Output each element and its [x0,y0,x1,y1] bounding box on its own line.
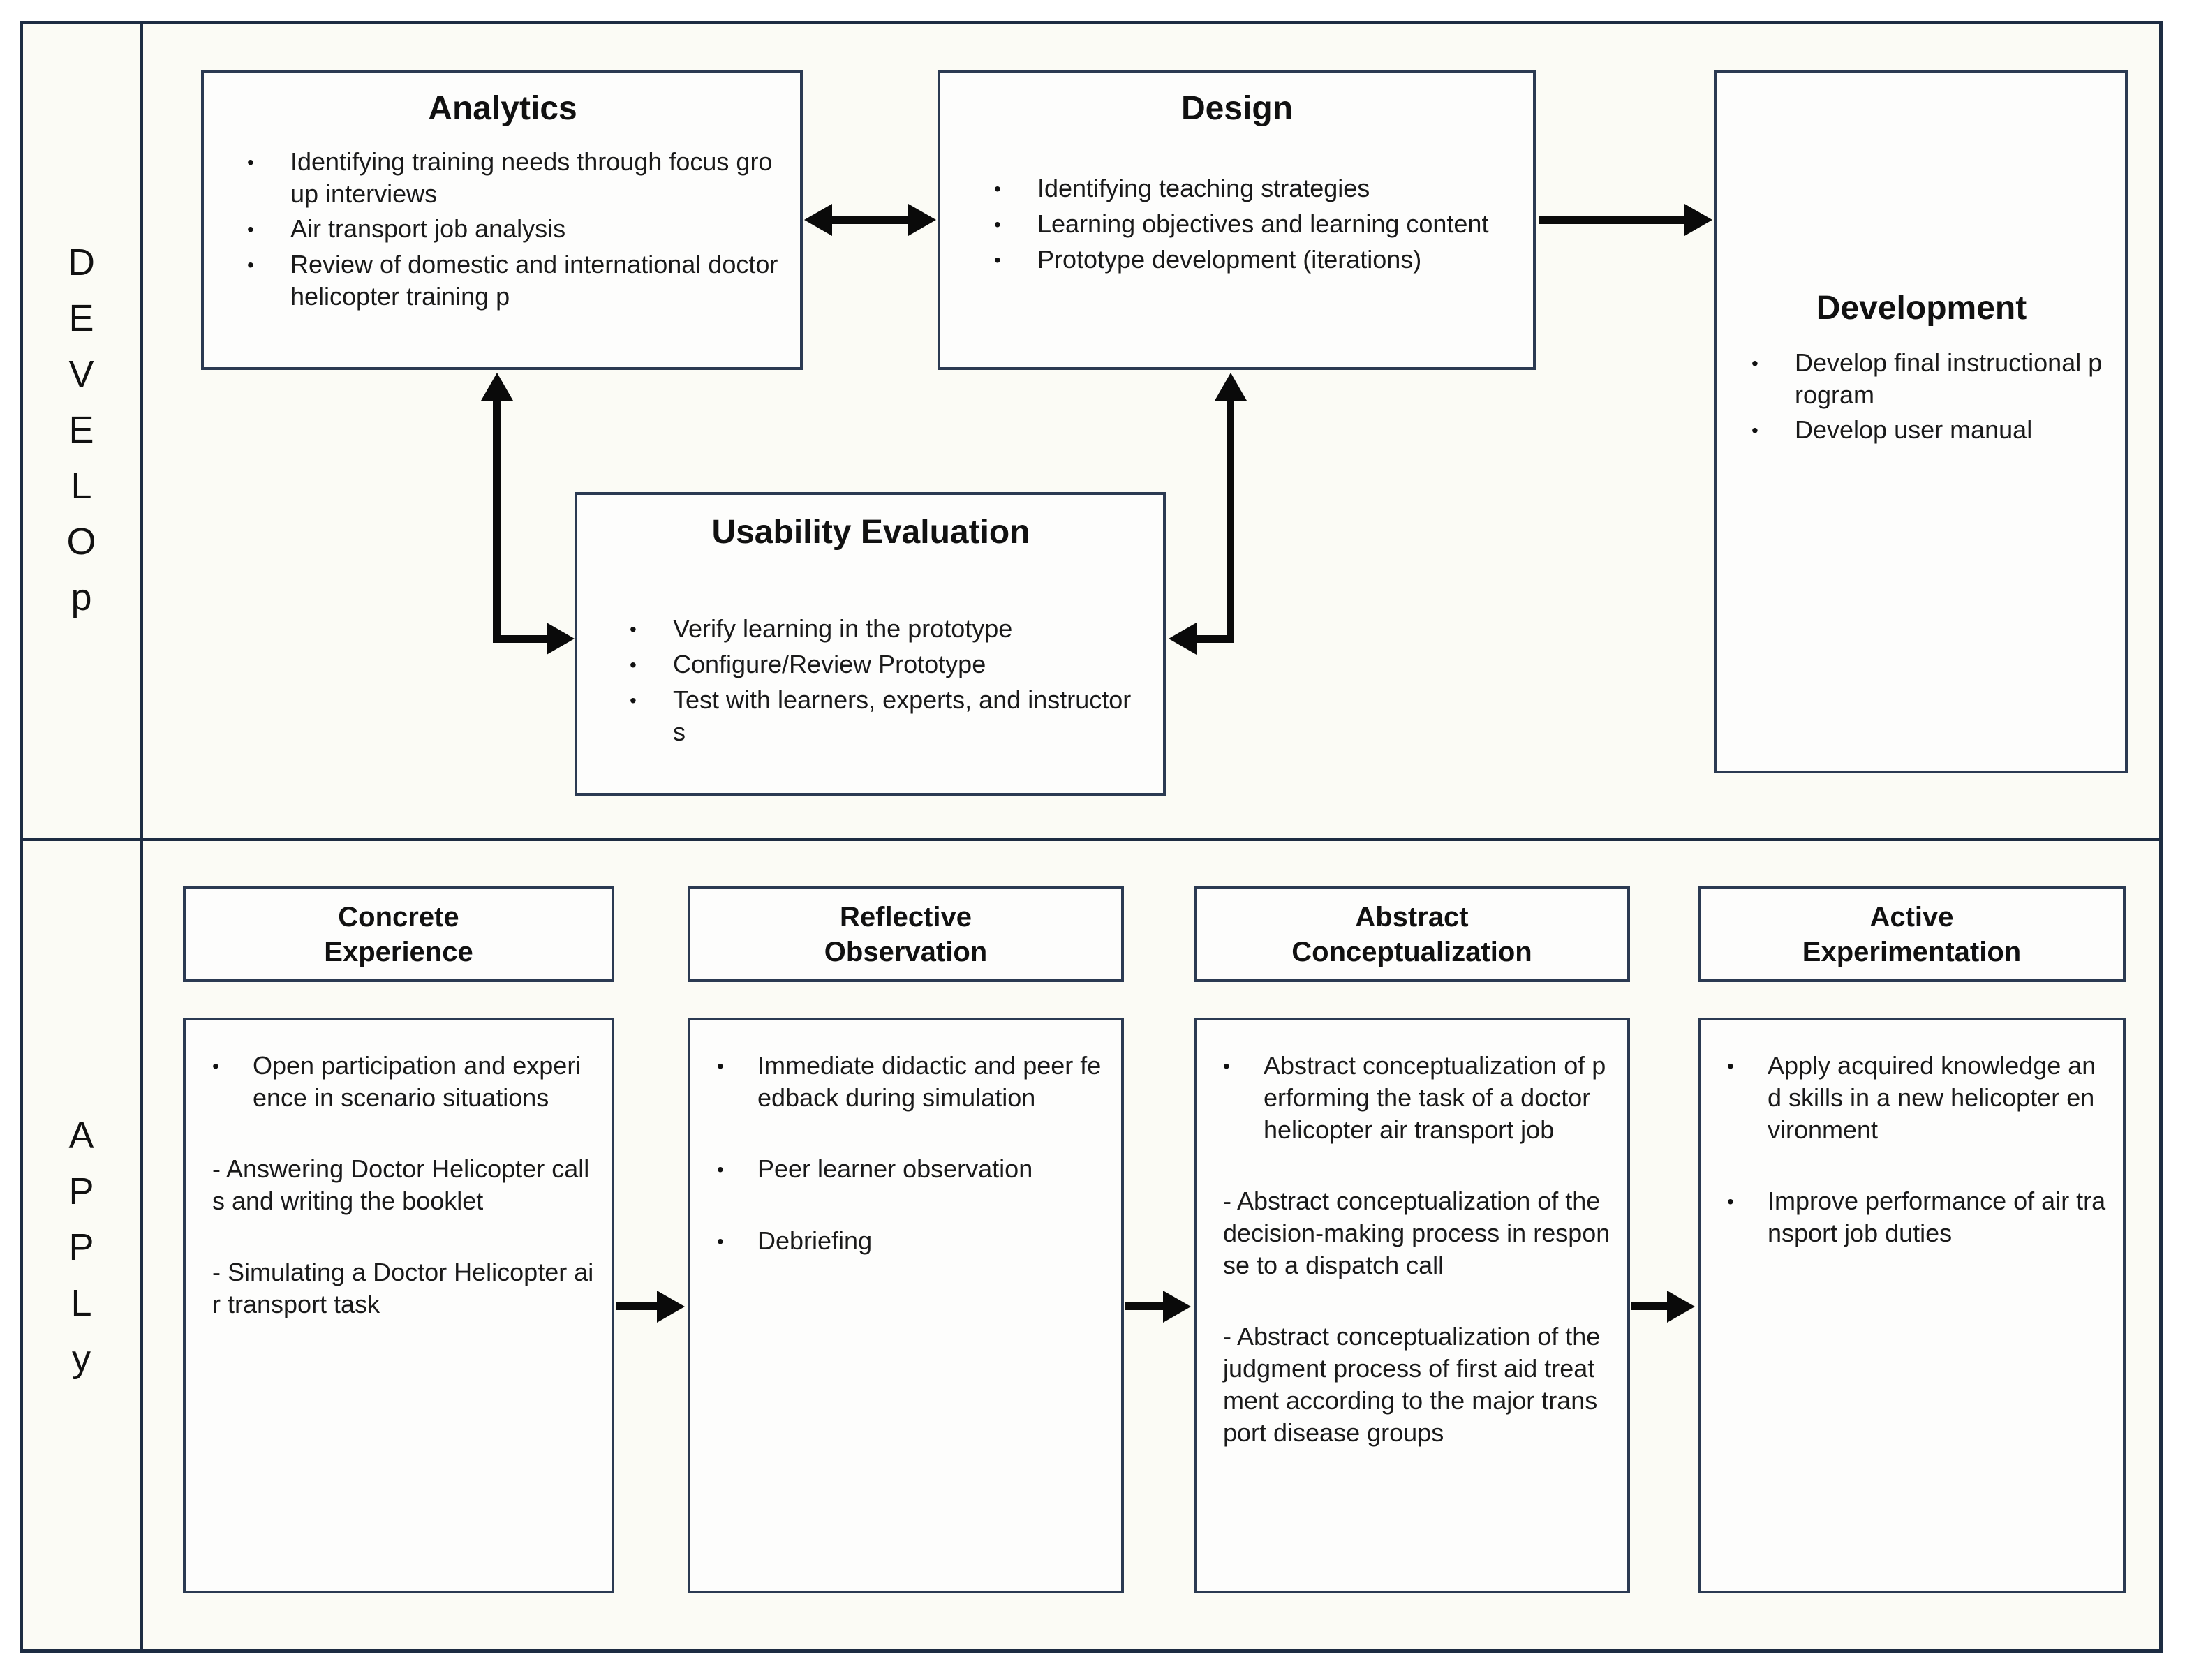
list-item [630,684,1143,748]
development-title: Development [1816,290,2027,327]
list-item [994,208,1515,241]
abstract-conceptualization-box [1194,1018,1630,1593]
apply-letter: y [72,1337,91,1380]
design-item: Learning objectives and learning content [1037,209,1489,238]
develop-letter: O [66,520,97,563]
apply-letter: P [68,1170,95,1212]
concrete-item: Open participation and experience in scenario situations [253,1051,582,1112]
list-item [247,213,779,246]
bullet-icon: • [1223,1055,1230,1077]
bullet-icon: • [1727,1191,1734,1212]
header-line: Active [1869,901,1954,932]
list-item [994,244,1515,276]
design-box [938,70,1536,370]
develop-letter: D [68,241,96,283]
header-line: Concrete [338,901,459,932]
list-item [630,648,1143,681]
bullet-icon: • [630,618,637,640]
apply-section-label [23,841,140,1653]
analytics-title: Analytics [428,90,577,127]
active-item: Apply acquired knowledge and skills in a new helicopter environment [1768,1051,2096,1144]
bullet-icon: • [994,249,1001,271]
list-item [717,1153,1104,1186]
usability-item: Configure/Review Prototype [673,650,986,678]
development-item: Develop user manual [1795,415,2033,444]
bullet-icon: • [247,151,254,173]
reflective-item: Debriefing [757,1226,873,1255]
bullet-icon: • [212,1055,219,1077]
reflective-observation-header [688,886,1124,982]
develop-section-label [23,21,140,838]
bullet-icon: • [994,214,1001,235]
list-item [1223,1185,1610,1281]
section-divider [20,838,2163,841]
list-item [630,613,1143,646]
list-item [717,1050,1104,1114]
usability-item: Verify learning in the prototype [673,614,1013,643]
concrete-item: - Answering Doctor Helicopter calls and writing the booklet [212,1154,590,1215]
concrete-item: - Simulating a Doctor Helicopter air transport task [212,1258,594,1318]
bullet-icon: • [247,254,254,276]
list-item [994,172,1515,205]
abstract-item: - Abstract conceptualization of the judgment process of first aid treatment according to the major transport disease groups [1223,1322,1601,1447]
bullet-icon: • [630,690,637,711]
apply-letter: A [68,1114,95,1157]
reflective-item: Immediate didactic and peer feedback during simulation [757,1051,1102,1112]
list-item [212,1153,595,1217]
abstract-item: - Abstract conceptualization of the decision-making process in response to a dispatch call [1223,1187,1610,1279]
list-item [1727,1050,2106,1146]
develop-letter: V [68,352,95,395]
list-item [1223,1321,1610,1449]
bullet-icon: • [717,1231,724,1252]
design-item: Prototype development (iterations) [1037,245,1422,274]
usability-item: Test with learners, experts, and instructors [673,685,1132,746]
design-title: Design [1180,90,1294,127]
analytics-item: Air transport job analysis [290,214,566,243]
label-column-divider [140,21,143,1653]
apply-letter: L [71,1281,93,1324]
analytics-item: Review of domestic and international doctor helicopter training p [290,250,778,311]
header-line: Reflective [840,901,972,932]
bullet-icon: • [717,1055,724,1077]
active-experimentation-box [1698,1018,2126,1593]
abstract-conceptualization-header [1194,886,1630,982]
list-item [717,1225,1104,1258]
development-item: Develop final instructional program [1795,348,2103,409]
bullet-icon: • [247,218,254,240]
concrete-experience-header [183,886,614,982]
header-line: Observation [824,936,988,967]
bullet-icon: • [994,178,1001,200]
analytics-box [201,70,803,370]
develop-letter: E [68,408,95,451]
usability-evaluation-box [575,492,1166,796]
header-line: Conceptualization [1291,936,1532,967]
design-item: Identifying teaching strategies [1037,174,1370,202]
list-item [1751,414,2105,447]
develop-letter: p [71,576,93,618]
analytics-item: Identifying training needs through focus group interviews [290,147,773,208]
bullet-icon: • [717,1159,724,1180]
list-item [1727,1185,2106,1249]
bullet-icon: • [1751,352,1758,374]
develop-letter: L [71,464,93,507]
bullet-icon: • [1727,1055,1734,1077]
active-item: Improve performance of air transport job duties [1768,1187,2106,1247]
develop-letter: E [68,297,95,339]
bullet-icon: • [1751,419,1758,441]
usability-evaluation-title: Usability Evaluation [711,514,1030,551]
list-item [1223,1050,1610,1146]
list-item [247,248,779,313]
bullet-icon: • [630,654,637,676]
header-line: Experience [324,936,473,967]
list-item [212,1050,595,1114]
apply-letter: P [68,1226,95,1268]
list-item [247,146,779,210]
reflective-observation-box [688,1018,1124,1593]
development-box [1714,70,2128,773]
reflective-item: Peer learner observation [757,1154,1033,1183]
concrete-experience-box [183,1018,614,1593]
abstract-item: Abstract conceptualization of performing the task of a doctor helicopter air transport job [1264,1051,1606,1144]
header-line: Experimentation [1802,936,2022,967]
list-item [1751,347,2105,411]
list-item [212,1256,595,1321]
header-line: Abstract [1355,901,1469,932]
active-experimentation-header [1698,886,2126,982]
